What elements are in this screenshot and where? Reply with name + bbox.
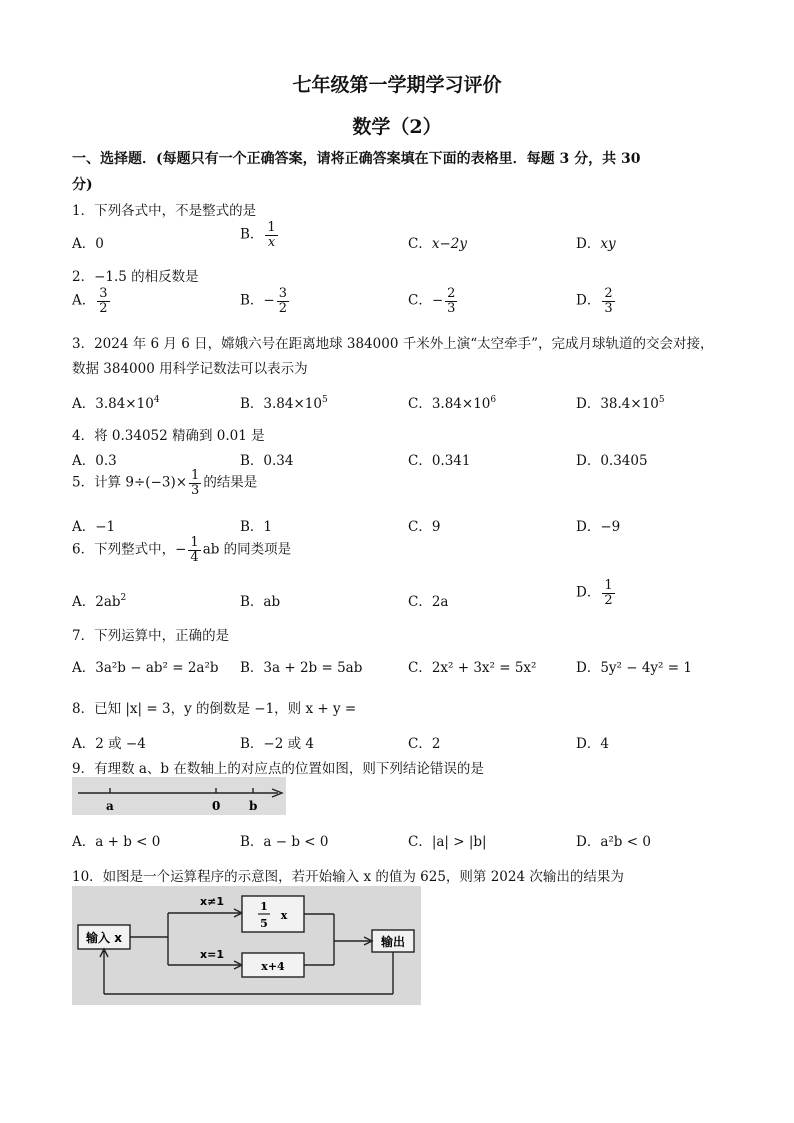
question-6-stem: 6．下列整式中，− $\frac{1}{4}$ ab 的同类项是 [72, 535, 292, 565]
q4-option-a: A．0.3 [72, 453, 117, 469]
flowchart-figure [72, 886, 421, 1005]
question-10-stem: 10．如图是一个运算程序的示意图，若开始输入 x 的值为 625，则第 2024 次输出的结果为 [72, 869, 624, 885]
question-3-stem-line1: 3．2024 年 6 月 6 日，嫦娥六号在距离地球 384000 千米外上演“太空牵手”，完成月球轨道的交会对接， [72, 336, 714, 352]
q7-option-d: D．5y² − 4y² = 1 [576, 660, 692, 676]
op2-label: x+4 [261, 960, 285, 973]
input-box-label: 输入 x [86, 931, 122, 945]
q9-option-d: D．a²b < 0 [576, 834, 651, 850]
q2-option-c: C．− $\frac{2}{3}$ [408, 286, 456, 316]
q3-option-d: D．$38.4\times 10^5$ [576, 395, 665, 412]
op1-denominator: 5 [260, 917, 268, 930]
q1-option-b: B． $\frac{1}{x}$ [240, 220, 276, 250]
question-3-stem-line2: 数据 384000 用科学记数法可以表示为 [72, 361, 308, 377]
q6-option-c: C．2a [408, 594, 449, 610]
q6-option-a: A．$2ab^2$ [72, 593, 127, 610]
q7-option-a: A．3a²b − ab² = 2a²b [72, 660, 219, 676]
number-line [72, 777, 286, 815]
question-8-stem: 8．已知 |x| = 3，y 的倒数是 −1，则 x + y = [72, 701, 357, 717]
q9-option-b: B．a − b < 0 [240, 834, 329, 850]
q3-option-a: A．$3.84\times 10^4$ [72, 395, 160, 412]
q2-option-b: B．− $\frac{3}{2}$ [240, 286, 288, 316]
q4-option-b: B．0.34 [240, 453, 294, 469]
condition-is-one: x=1 [200, 948, 224, 961]
q9-option-a: A．a + b < 0 [72, 834, 161, 850]
q1-option-c: C．x−2y [408, 236, 467, 252]
fraction: $\frac{1}{x}$ [267, 220, 276, 250]
question-7-stem: 7．下列运算中，正确的是 [72, 628, 230, 644]
q6-option-b: B．ab [240, 594, 281, 610]
section-heading-line1: 一、选择题．(每题只有一个正确答案，请将正确答案填在下面的表格里．每题 3 分，共 30 [72, 151, 641, 167]
q5-option-c: C．9 [408, 519, 441, 535]
q2-option-d: D． $\frac{2}{3}$ [576, 286, 613, 316]
q8-option-d: D．4 [576, 736, 609, 752]
q5-option-b: B．1 [240, 519, 273, 535]
q9-option-c: C．|a| > |b| [408, 834, 487, 850]
section-heading-line2: 分) [72, 177, 93, 193]
question-9-stem: 9．有理数 a、b 在数轴上的对应点的位置如图，则下列结论错误的是 [72, 761, 484, 777]
op1-numerator: 1 [260, 900, 268, 913]
q7-option-c: C．2x² + 3x² = 5x² [408, 660, 537, 676]
number-line-figure [72, 777, 286, 815]
q1-option-a: A．0 [72, 236, 104, 252]
q7-option-b: B．3a + 2b = 5ab [240, 660, 363, 676]
q2-option-a: A． $\frac{3}{2}$ [72, 286, 108, 316]
q4-option-d: D．0.3405 [576, 453, 648, 469]
flowchart [72, 886, 421, 1005]
point-b-label: b [249, 799, 258, 813]
op1-variable: x [280, 909, 288, 922]
q8-option-c: C．2 [408, 736, 441, 752]
output-box-label: 输出 [380, 935, 406, 949]
question-4-stem: 4．将 0.34052 精确到 0.01 是 [72, 428, 265, 444]
page-subtitle: 数学（2） [352, 116, 442, 138]
q3-option-b: B．$3.84\times 10^5$ [240, 395, 328, 412]
page-title: 七年级第一学期学习评价 [292, 74, 502, 96]
q1-option-d: D．xy [576, 236, 616, 252]
q3-option-c: C．$3.84\times 10^6$ [408, 395, 497, 412]
question-2-stem: 2．−1.5 的相反数是 [72, 269, 199, 285]
q8-option-b: B．−2 或 4 [240, 736, 314, 752]
question-1-stem: 1．下列各式中，不是整式的是 [72, 203, 257, 219]
question-5-stem: 5．计算 9÷(−3)× $\frac{1}{3}$ 的结果是 [72, 468, 258, 498]
q8-option-a: A．2 或 −4 [72, 736, 146, 752]
q4-option-c: C．0.341 [408, 453, 471, 469]
q6-option-d: D． $\frac{1}{2}$ [576, 578, 613, 608]
condition-not-one: x≠1 [200, 895, 224, 908]
q5-option-a: A．−1 [72, 519, 116, 535]
origin-label: 0 [212, 799, 221, 813]
q5-option-d: D．−9 [576, 519, 621, 535]
point-a-label: a [106, 799, 114, 813]
